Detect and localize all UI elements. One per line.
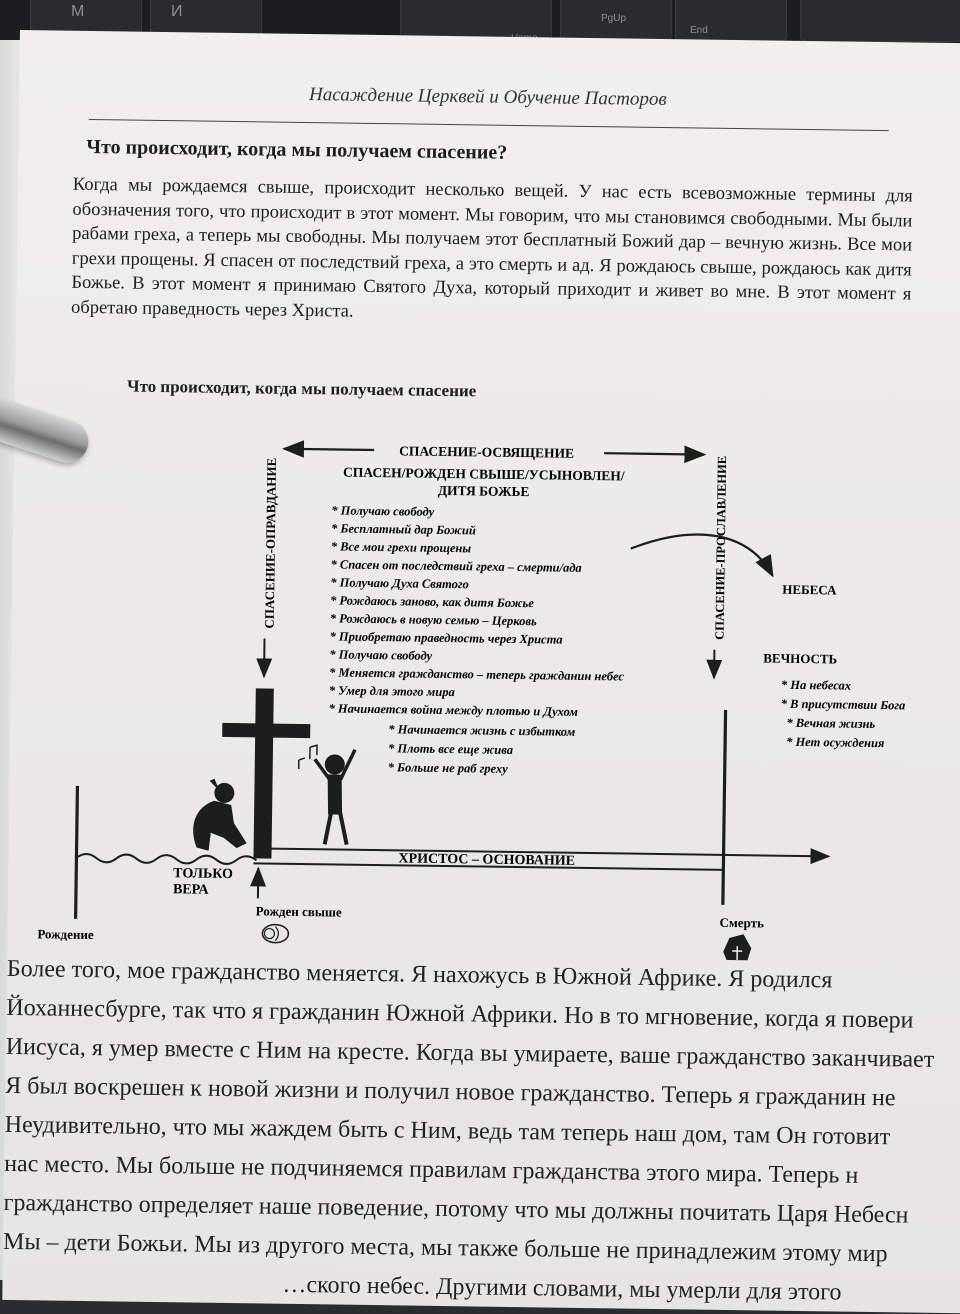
keyboard-key: PgUp [560, 0, 672, 42]
cross-beam [222, 723, 310, 738]
section-heading: Что происходит, когда мы получаем спасение? [86, 136, 507, 165]
body-line: Неудивительно, что мы жаждем быть с Ним, ведь там теперь наш дом, там Он готовит [4, 1106, 960, 1158]
eternity-item: * Вечная жизнь [786, 716, 875, 731]
body-line: Более того, мое гражданство меняется. Я нахожусь в Южной Африке. Я родился [7, 950, 960, 1002]
book-page [2, 30, 960, 1313]
rejoicing-person-icon [298, 745, 355, 845]
benefit-item: * Приобретаю праведность через Христа [329, 629, 562, 646]
body-line: Я был воскрешен к новой жизни и получил новое гражданство. Теперь я гражданин не [5, 1067, 960, 1119]
body-line: Йоханнесбурге, так что я гражданин Южной Африки. Но в то мгновение, когда я повери [6, 989, 960, 1041]
faith-label-line2: ВЕРА [173, 882, 210, 898]
benefit-item-indented: * Начинается жизнь с избытком [388, 722, 576, 739]
benefit-item: * Спасен от последствий греха – смерти/ада [330, 557, 581, 575]
benefit-item: * Получаю свободу [329, 647, 432, 662]
glorification-label: СПАСЕНИЕ-ПРОСЛАВЛЕНИЕ [713, 456, 730, 640]
benefit-item: * Все мои грехи прощены [331, 539, 472, 555]
benefit-item: * Начинается война между плотью и Духом [328, 701, 578, 718]
born-again-label: Рожден свыше [256, 903, 342, 919]
figure-title: Что происходит, когда мы получаем спасение [127, 377, 477, 402]
benefit-item-indented: * Плоть все еще жива [388, 741, 513, 757]
body-line: Мы – дети Божьи. Мы из другого места, мы также больше не принадлежим этому мир [3, 1223, 960, 1275]
keyboard-key: End [675, 0, 787, 42]
kneeling-person-icon [193, 779, 248, 852]
keyboard-key: M [30, 0, 142, 42]
benefit-item: * Рождаюсь в новую семью – Церковь [330, 611, 537, 628]
benefit-item: * Бесплатный дар Божий [331, 521, 476, 537]
cross-icon [253, 688, 273, 858]
body-text [2, 950, 960, 1314]
top-arrow-right [604, 453, 704, 454]
heaven-arrow [630, 534, 773, 576]
birth-label: Рождение [37, 926, 94, 942]
center-heading-line1: СПАСЕН/РОЖДЕН СВЫШЕ/УСЫНОВЛЕН/ [343, 465, 625, 484]
eternity-item: * Нет осуждения [786, 735, 885, 750]
running-head: Насаждение Церквей и Обучение Пасторов [309, 84, 667, 111]
benefit-item: * Меняется гражданство – теперь гражданин небес [329, 665, 625, 683]
birth-line [76, 786, 78, 919]
benefit-item: * Умер для этого мира [329, 683, 455, 699]
justification-arrow [264, 638, 265, 676]
top-arrow-left [284, 449, 374, 450]
body-line: Иисуса, я умер вместе с Ним на кресте. Когда вы умираете, ваше гражданство заканчивает [6, 1028, 960, 1080]
salvation-diagram [7, 390, 935, 963]
keyboard-key [800, 0, 960, 42]
baby-icon [262, 924, 288, 942]
center-heading-line2: ДИТЯ БОЖЬЕ [438, 483, 530, 499]
justification-label: СПАСЕНИЕ-ОПРАВДАНИЕ [262, 458, 279, 629]
death-line [723, 710, 726, 905]
heaven-label: НЕБЕСА [782, 582, 837, 598]
benefit-item: * Получаю свободу [331, 503, 434, 518]
body-line: нас место. Мы больше не подчиняемся правилам гражданства этого мира. Теперь н [4, 1145, 960, 1197]
wavy-life-line [76, 854, 256, 865]
body-line: гражданство определяет наше поведение, потому что мы должны почитать Царя Небесн [3, 1184, 960, 1236]
benefit-item: * Получаю Духа Святого [330, 575, 469, 591]
death-label: Смерть [720, 915, 765, 931]
coffin-icon [723, 934, 751, 963]
header-rule [89, 119, 889, 131]
eternity-label: ВЕЧНОСТЬ [763, 650, 837, 666]
benefit-item-indented: * Больше не раб греху [388, 760, 509, 776]
eternity-item: * В присутствии Бога [781, 697, 906, 713]
benefit-item: * Рождаюсь заново, как дитя Божье [330, 593, 534, 610]
faith-label-line1: ТОЛЬКО [173, 866, 233, 882]
eternity-item: * На небесах [781, 678, 851, 693]
keyboard-key: И [150, 0, 262, 42]
intro-paragraph: Когда мы рождаемся свыше, происходит несколько вещей. У нас есть всевозможные термины для обозначения того, что происходит в этот момент. Мы говорим, что мы становимся свободными. Мы были рабами греха, а теперь мы свободны. Мы получаем этот бесплатный Божий дар – вечную жизнь. Все мои грехи прощены. Я спасен от последствий греха, а это смерть и ад. Я рождаюсь свыше, рождаюсь как дитя Божье. В этот момент я принимаю Святого Духа, который приходит и живет во мне. В этот момент я обретаю праведность через Христа. [71, 173, 913, 332]
sanctification-label: СПАСЕНИЕ-ОСВЯЩЕНИЕ [399, 443, 574, 460]
body-line: …ского небес. Другими словами, мы умерли для этого [2, 1262, 960, 1314]
foundation-label: ХРИСТОС – ОСНОВАНИЕ [398, 851, 575, 868]
